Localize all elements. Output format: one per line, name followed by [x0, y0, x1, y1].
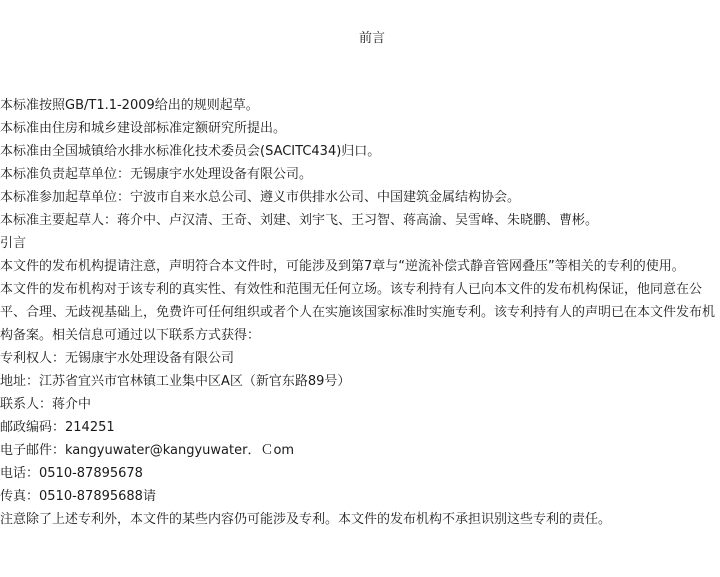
paragraph-main-drafters: 本标准主要起草人：蒋介中、卢汉清、王奇、刘建、刘宇飞、王习智、蒋高渝、吴雪峰、朱晓鹏、曹彬。: [0, 213, 599, 228]
paragraph-proposed-by: 本标准由住房和城乡建设部标准定额研究所提出。: [0, 121, 287, 136]
paragraph-responsible-drafter: 本标准负责起草单位：无锡康宇水处理设备有限公司。: [0, 167, 313, 182]
paragraph-participating-drafters: 本标准参加起草单位：宁波市自来水总公司、遵义市供排水公司、中国建筑金属结构协会。: [0, 190, 521, 205]
contact-person: 联系人：蒋介中: [0, 397, 92, 412]
paragraph-drafting-rules: 本标准按照GB/T1.1-2009给出的规则起草。: [0, 98, 259, 113]
contact-phone: 电话：0510-87895678: [0, 466, 143, 481]
document-body: [0, 94, 716, 531]
paragraph-other-patents-notice: 注意除了上述专利外，本文件的某些内容仍可能涉及专利。本文件的发布机构不承担识别这些专利的责任。: [0, 512, 612, 527]
contact-email: 电子邮件：kangyuwater@kangyuwater．Ｃom: [0, 443, 295, 458]
paragraph-patent-position: 本文件的发布机构对于该专利的真实性、有效性和范围无任何立场。该专利持有人已向本文件的发布机构保证，他同意在公平、合理、无歧视基础上，免费许可任何组织或者个人在实施该国家标准时实施专利。该专利持有人的声明已在本文件发布机构备案。相关信息可通过以下联系方式获得：: [0, 282, 716, 343]
page-title: 前言: [358, 31, 385, 46]
paragraph-patent-notice: 本文件的发布机构提请注意，声明符合本文件时，可能涉及到第7章与“逆流补偿式静音管网叠压”等相关的专利的使用。: [0, 259, 685, 274]
contact-fax: 传真：0510-87895688请: [0, 489, 156, 504]
contact-postal-code: 邮政编码：214251: [0, 420, 115, 435]
section-heading-introduction: 引言: [0, 236, 27, 251]
paragraph-centralized-by: 本标准由全国城镇给水排水标准化技术委员会(SACITC434)归口。: [0, 144, 381, 159]
contact-patent-holder: 专利权人：无锡康宇水处理设备有限公司: [0, 351, 235, 366]
contact-address: 地址：江苏省宜兴市官林镇工业集中区A区（新官东路89号）: [0, 374, 351, 389]
